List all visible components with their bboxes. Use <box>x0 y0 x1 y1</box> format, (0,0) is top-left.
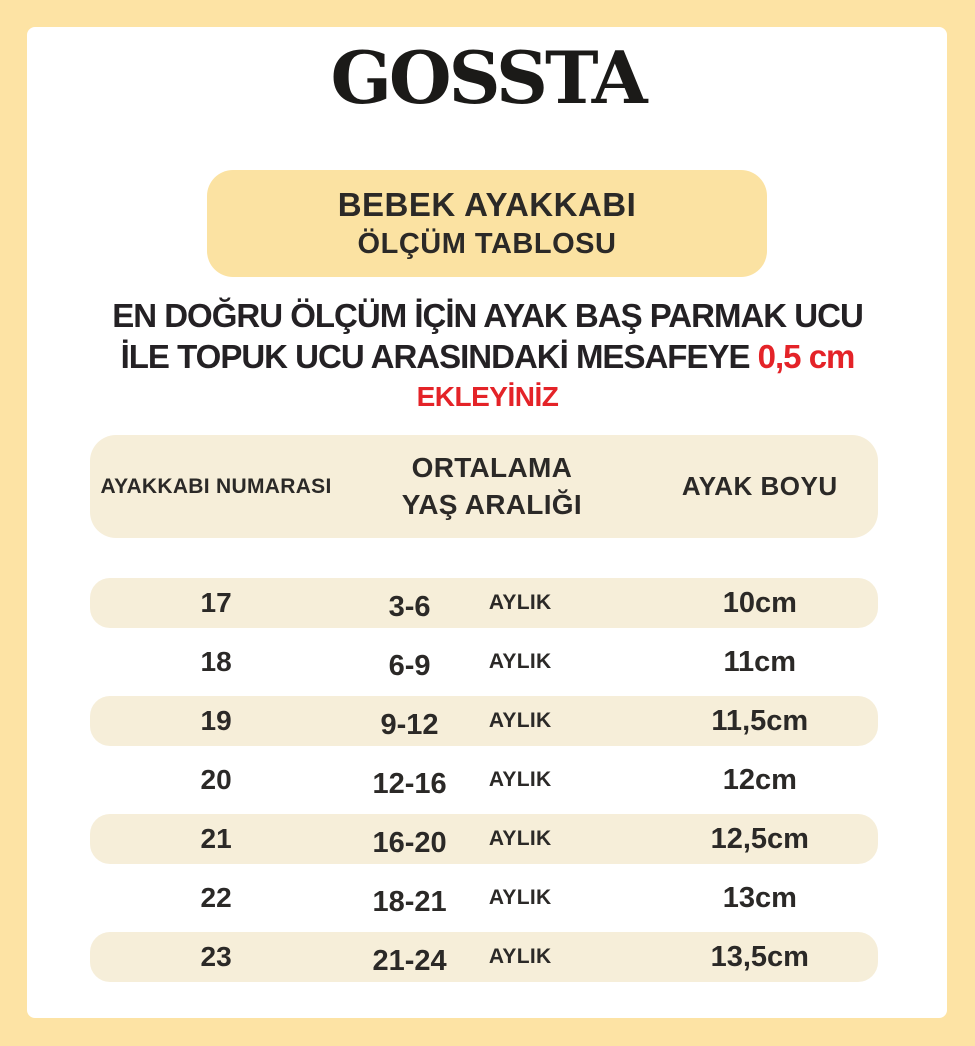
age-range: 16-20 <box>372 826 447 859</box>
shoe-size: 23 <box>200 941 232 972</box>
age-unit-label: AYLIK <box>488 945 552 968</box>
shoe-size: 22 <box>200 882 232 913</box>
foot-length: 12cm <box>722 763 797 796</box>
age-unit-label: AYLIK <box>488 591 552 614</box>
instruction-highlight: 0,5 cm <box>757 337 855 375</box>
age-unit-label: AYLIK <box>488 650 552 673</box>
age-range: 12-16 <box>372 767 447 800</box>
foot-length: 12,5cm <box>710 822 809 855</box>
foot-length: 13cm <box>722 881 797 914</box>
table-row <box>90 637 878 687</box>
age-range: 18-21 <box>372 885 447 918</box>
age-cell <box>342 823 641 859</box>
age-cell <box>342 587 641 623</box>
table-row <box>90 873 878 923</box>
title-line-2: ÖLÇÜM TABLOSU <box>357 228 617 260</box>
age-cell <box>342 764 641 800</box>
header-shoe-number: AYAKKABI NUMARASI <box>100 474 332 498</box>
age-cell <box>342 941 641 977</box>
age-range: 6-9 <box>388 649 431 682</box>
title-box <box>207 170 767 277</box>
table-row <box>90 755 878 805</box>
table-row <box>90 696 878 746</box>
shoe-size: 20 <box>200 764 232 795</box>
age-cell <box>342 882 641 918</box>
foot-length: 11cm <box>723 645 797 678</box>
foot-length: 10cm <box>722 586 797 619</box>
instruction-line-1: EN DOĞRU ÖLÇÜM İÇİN AYAK BAŞ PARMAK UCU <box>112 297 863 334</box>
shoe-size: 17 <box>200 587 232 618</box>
table-header <box>90 435 878 538</box>
table-body <box>90 578 878 991</box>
age-unit-label: AYLIK <box>488 886 552 909</box>
instruction-line-3: EKLEYİNİZ <box>416 381 559 412</box>
age-unit-label: AYLIK <box>488 768 552 791</box>
header-foot-length: AYAK BOYU <box>681 471 838 501</box>
header-age-range <box>342 450 641 524</box>
age-range: 9-12 <box>380 708 439 741</box>
shoe-size: 19 <box>200 705 232 736</box>
shoe-size: 21 <box>200 823 232 854</box>
age-range: 3-6 <box>388 590 431 623</box>
shoe-size: 18 <box>200 646 232 677</box>
measurement-instruction <box>40 296 935 378</box>
age-unit-label: AYLIK <box>488 827 552 850</box>
table-row <box>90 814 878 864</box>
brand-logo: GOSSTA <box>330 35 645 120</box>
age-cell <box>342 705 641 741</box>
header-age-range-line-1: ORTALAMA <box>411 451 573 483</box>
instruction-line-2: İLE TOPUK UCU ARASINDAKİ MESAFEYE <box>120 337 750 375</box>
table-row <box>90 932 878 982</box>
title-line-1: BEBEK AYAKKABI <box>337 186 637 223</box>
age-cell <box>342 646 641 682</box>
age-range: 21-24 <box>372 944 447 977</box>
header-age-range-line-2: YAŞ ARALIĞI <box>401 488 582 520</box>
foot-length: 11,5cm <box>711 704 809 737</box>
age-unit-label: AYLIK <box>488 709 552 732</box>
table-row <box>90 578 878 628</box>
foot-length: 13,5cm <box>710 940 809 973</box>
